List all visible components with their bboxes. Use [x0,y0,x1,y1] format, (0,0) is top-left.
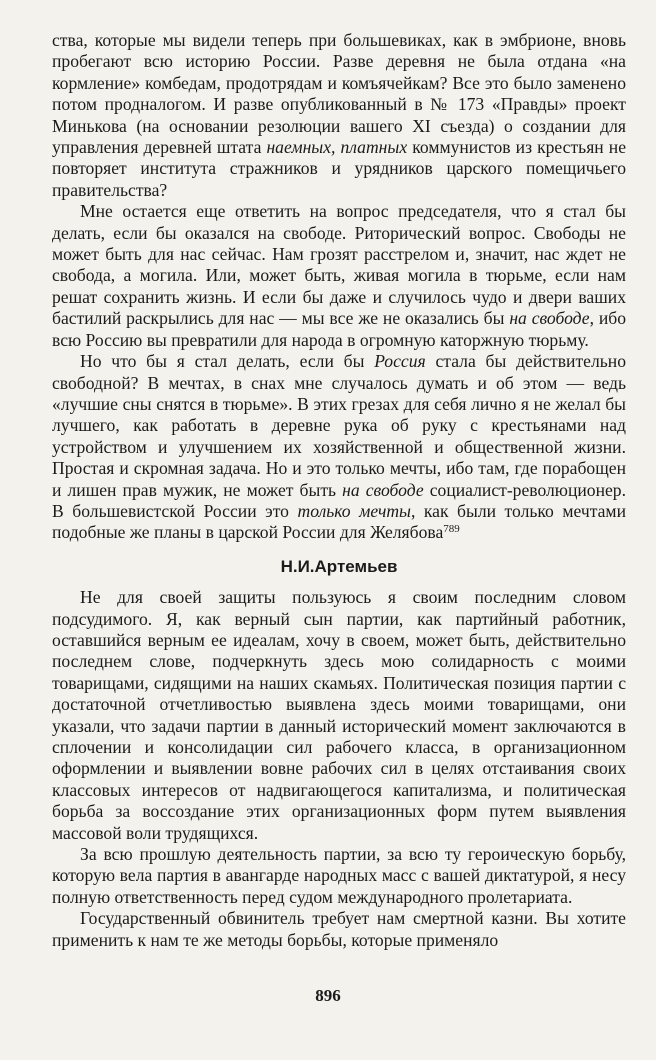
text-run: Но что бы я стал делать, если бы [80,351,375,372]
italic-text: на свободе [342,479,424,500]
text-run: , ибо всю Россию вы превратили для народа в огромную каторжную тюрьму. [52,308,626,350]
footnote-marker: 789 [443,523,460,536]
text-run: ства, которые мы видели теперь при большевиках, как в эмбрионе, вновь пробегают всю историю России. Разве деревня не была отдана «на кормление» комбедам, продотрядам и комъячейкам? Все это было заменено потом продналогом. И разве опубликованный в № 173 «Правды» проект Минькова (на основании резолюции вашего XI съезда) о создании для управления деревней штата [52,30,626,158]
text-run: стала бы действительно свободной? В мечтах, в снах мне случалось думать и об этом — ведь «лучшие сны снятся в тюрьме». В этих грезах для себя лично я не желал бы лучшего, как работать в деревне рука об руку с крестьянами над устройством и улучшением их хозяйственной и общественной жизни. Простая и скромная задача. Но и это только мечты, ибо там, где порабощен и лишен прав мужик, не может быть [52,351,626,500]
italic-text: наемных, платных [266,137,408,158]
paragraph [52,844,626,908]
paragraph [52,587,626,844]
paragraph [52,908,626,951]
italic-text: на свободе [509,308,590,329]
text-run: Не для своей защиты пользуюсь я своим последним словом подсудимого. Я, как верный сын партии, как партийный работник, оставшийся верным ее идеалам, хочу в своем, может быть, действительно последнем слове, подчеркнуть здесь мою солидарность с моими товарищами, сидящими на наших скамьях. Политическая позиция партии с достаточной отчетливостью выявлена здесь моими товарищами, они указали, что задачи партии в данный исторический момент заключаются в сплочении и консолидации сил рабочего класса, в организационном оформлении и выявлении вовне рабочих сил в целях отстаивания своих классовых интересов от надвигающегося капитализма, и политическая борьба за воссоздание этих организационных форм путем выявления массовой воли трудящихся. [52,587,626,843]
text-run: За всю прошлую деятельность партии, за всю ту героическую борьбу, которую вела партия в авангарде народных масс с вашей диктатурой, я несу полную ответственность перед судом международного пролетариата. [52,844,626,907]
page-text [52,30,626,951]
paragraphs-before-heading [52,30,626,544]
italic-text: только мечты [297,500,411,521]
paragraph [52,201,626,351]
paragraph [52,30,626,201]
paragraphs-after-heading [52,587,626,951]
text-run: Государственный обвинитель требует нам смертной казни. Вы хотите применить к нам те же методы борьбы, которые применяло [52,908,626,950]
text-run: Мне остается еще ответить на вопрос председателя, что я стал бы делать, если бы оказался на свободе. Риторический вопрос. Свободы не может быть для нас сейчас. Нам грозят расстрелом и, значит, нас ждет не свобода, а могила. Или, может быть, живая могила в тюрьме, если нам решат сохранить жизнь. И если бы даже и случилось чудо и двери ваших бастилий раскрылись для нас — мы все же не оказались бы [52,201,626,329]
text-run: , как были только мечтами подобные же планы в царской России для Желябова [52,500,626,543]
page-number: 896 [315,986,341,1005]
speaker-heading: Н.И.Артемьев [280,556,398,576]
text-run: коммунистов из крестьян не повторяет института стражников и урядников царского помещичьего правительства? [52,137,627,200]
italic-text: Россия [374,351,426,372]
text-run: социалист-революционер. В большевистской России это [52,479,627,521]
paragraph [52,351,626,544]
